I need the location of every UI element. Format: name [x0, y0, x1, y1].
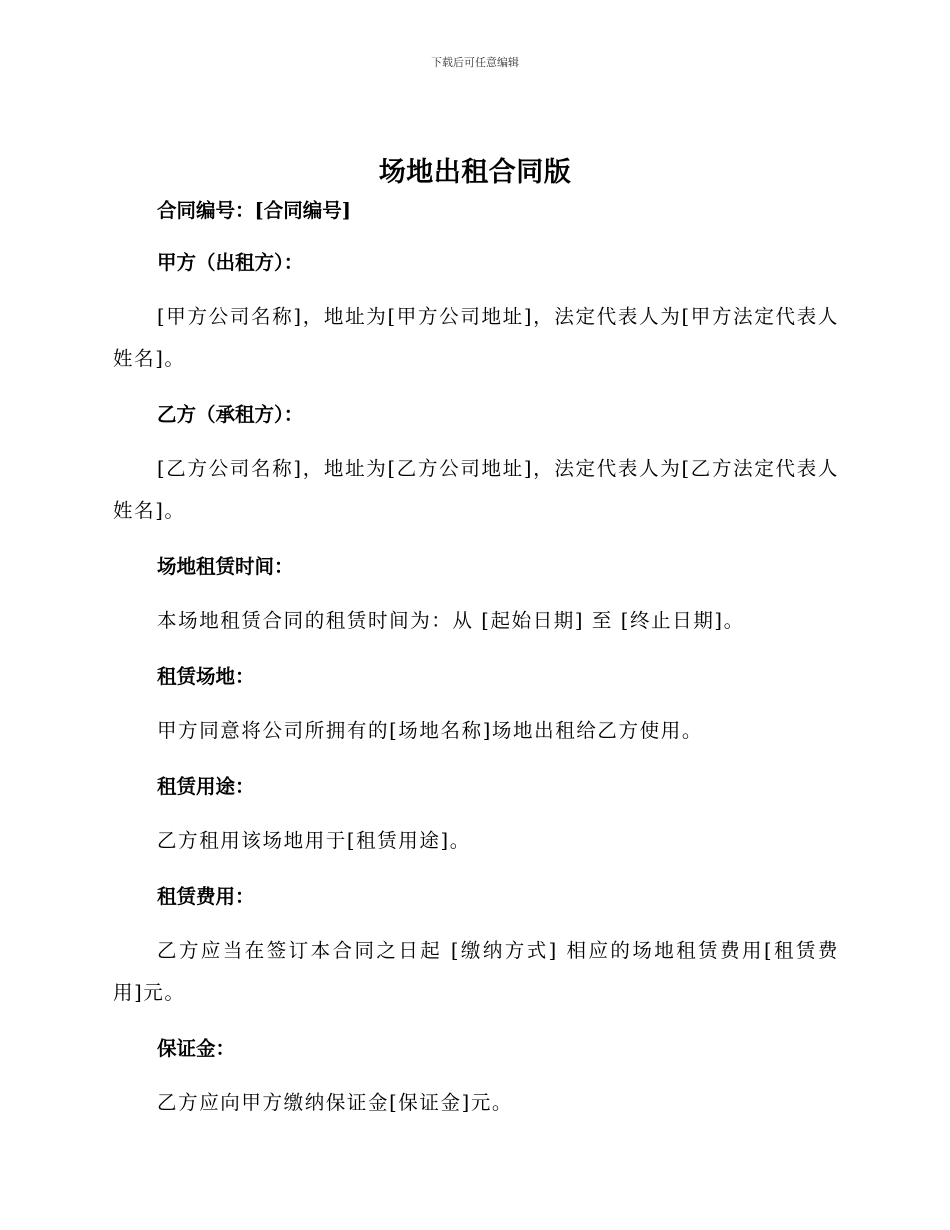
contract-body	[113, 194, 839, 1124]
contract-number: 合同编号：[合同编号]	[157, 199, 351, 222]
section-heading-party-b: 乙方（承租方）：	[157, 403, 304, 426]
section-text-party-a: [甲方公司名称]，地址为[甲方公司地址]，法定代表人为[甲方法定代表人姓名]。	[113, 305, 839, 370]
header-note: 下载后可任意编辑	[431, 56, 519, 69]
section-text-lease-term: 本场地租赁合同的租赁时间为：从 [起始日期] 至 [终止日期]。	[157, 609, 745, 632]
section-text-party-b: [乙方公司名称]，地址为[乙方公司地址]，法定代表人为[乙方法定代表人姓名]。	[113, 457, 839, 522]
section-text-deposit: 乙方应向甲方缴纳保证金[保证金]元。	[157, 1091, 514, 1114]
section-heading-fees: 租赁费用：	[157, 885, 255, 908]
section-heading-purpose: 租赁用途：	[157, 775, 255, 798]
section-heading-premises: 租赁场地：	[157, 665, 255, 688]
section-text-premises: 甲方同意将公司所拥有的[场地名称]场地出租给乙方使用。	[157, 719, 703, 742]
section-text-fees: 乙方应当在签订本合同之日起 [缴纳方式] 相应的场地租赁费用[租赁费用]元。	[113, 939, 839, 1004]
section-heading-party-a: 甲方（出租方）：	[157, 251, 304, 274]
document-title: 场地出租合同版	[378, 157, 572, 188]
section-heading-deposit: 保证金：	[157, 1037, 236, 1060]
section-text-purpose: 乙方租用该场地用于[租赁用途]。	[157, 829, 471, 852]
section-heading-lease-term: 场地租赁时间：	[157, 555, 294, 578]
